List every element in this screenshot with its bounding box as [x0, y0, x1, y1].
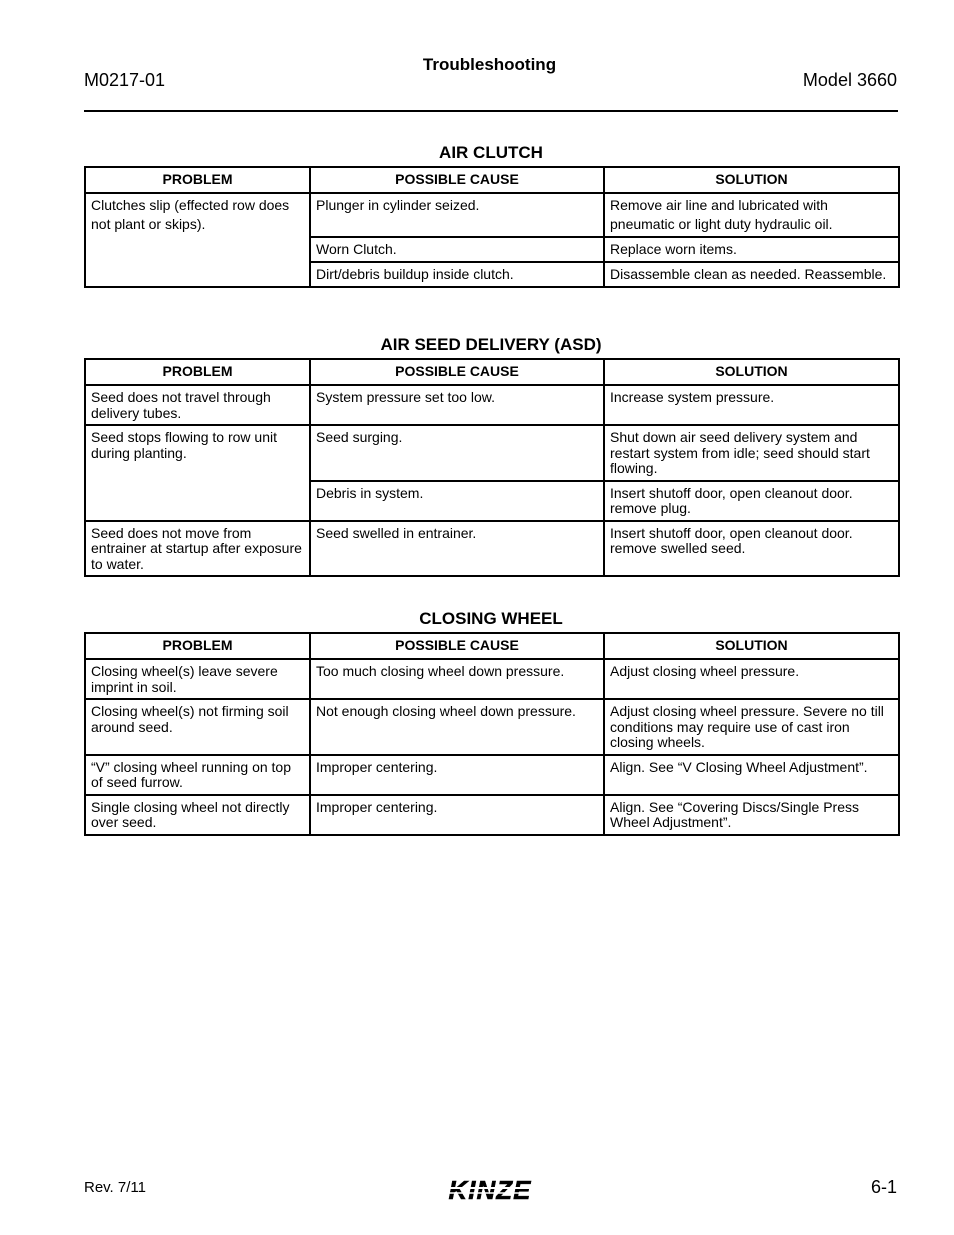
- solution-cell: Insert shutoff door, open cleanout door. remove swelled seed.: [604, 521, 899, 577]
- header-rule: [84, 110, 898, 112]
- closing-wheel-section: [84, 608, 898, 836]
- air-clutch-table: [84, 166, 900, 288]
- solution-cell: Remove air line and lubricated with pneumatic or light duty hydraulic oil.: [604, 193, 899, 237]
- problem-cell: Seed stops flowing to row unit during planting.: [85, 425, 310, 521]
- table-header-row: [85, 167, 899, 193]
- table-header-row: [85, 359, 899, 385]
- problem-cell: Closing wheel(s) leave severe imprint in soil.: [85, 659, 310, 699]
- column-header-problem: PROBLEM: [85, 359, 310, 385]
- doc-number: M0217-01: [84, 70, 166, 90]
- model-label: Model 3660: [802, 70, 897, 90]
- solution-cell: Insert shutoff door, open cleanout door. remove plug.: [604, 481, 899, 521]
- section-title: CLOSING WHEEL: [419, 609, 563, 628]
- problem-cell: Seed does not move from entrainer at startup after exposure to water.: [85, 521, 310, 577]
- table-row: [85, 755, 899, 795]
- cause-cell: Worn Clutch.: [310, 237, 604, 262]
- closing-wheel-table: [84, 632, 900, 836]
- table-header-row: [85, 633, 899, 659]
- logo-text: KINZE: [448, 1175, 532, 1205]
- air-clutch-section: [84, 142, 898, 288]
- cause-cell: Plunger in cylinder seized.: [310, 193, 604, 237]
- solution-cell: Adjust closing wheel pressure.: [604, 659, 899, 699]
- table-row: [85, 521, 899, 577]
- solution-cell: Shut down air seed delivery system and restart system from idle; seed should start flowing.: [604, 425, 899, 481]
- column-header-cause: POSSIBLE CAUSE: [310, 359, 604, 385]
- problem-cell: “V” closing wheel running on top of seed furrow.: [85, 755, 310, 795]
- cause-cell: Seed swelled in entrainer.: [310, 521, 604, 577]
- cause-cell: Debris in system.: [310, 481, 604, 521]
- revision-label: Rev. 7/11: [84, 1179, 146, 1196]
- page-number: 6-1: [870, 1177, 897, 1197]
- cause-cell: Improper centering.: [310, 755, 604, 795]
- column-header-solution: SOLUTION: [604, 633, 899, 659]
- section-title: AIR SEED DELIVERY (ASD): [380, 335, 602, 354]
- cause-cell: System pressure set too low.: [310, 385, 604, 425]
- section-title: AIR CLUTCH: [439, 143, 543, 162]
- table-row: [85, 659, 899, 699]
- table-row: [85, 385, 899, 425]
- cause-cell: Seed surging.: [310, 425, 604, 481]
- column-header-solution: SOLUTION: [604, 167, 899, 193]
- problem-cell: Closing wheel(s) not firming soil around seed.: [85, 699, 310, 755]
- problem-cell: Seed does not travel through delivery tubes.: [85, 385, 310, 425]
- column-header-problem: PROBLEM: [85, 167, 310, 193]
- solution-cell: Align. See “V Closing Wheel Adjustment”.: [604, 755, 899, 795]
- solution-cell: Disassemble clean as needed. Reassemble.: [604, 262, 899, 287]
- asd-table: [84, 358, 900, 577]
- table-row: [85, 699, 899, 755]
- column-header-cause: POSSIBLE CAUSE: [310, 167, 604, 193]
- problem-cell: Single closing wheel not directly over seed.: [85, 795, 310, 835]
- solution-cell: Adjust closing wheel pressure. Severe no till conditions may require use of cast iron closing wheels.: [604, 699, 899, 755]
- column-header-problem: PROBLEM: [85, 633, 310, 659]
- cause-cell: Not enough closing wheel down pressure.: [310, 699, 604, 755]
- table-row: [85, 795, 899, 835]
- cause-cell: Too much closing wheel down pressure.: [310, 659, 604, 699]
- problem-cell: Clutches slip (effected row does not plant or skips).: [85, 193, 310, 287]
- table-row: [85, 425, 899, 481]
- solution-cell: Align. See “Covering Discs/Single Press Wheel Adjustment”.: [604, 795, 899, 835]
- table-row: [85, 193, 899, 237]
- chapter-title: Troubleshooting: [422, 55, 557, 74]
- column-header-solution: SOLUTION: [604, 359, 899, 385]
- cause-cell: Dirt/debris buildup inside clutch.: [310, 262, 604, 287]
- kinze-logo: [430, 1175, 550, 1205]
- solution-cell: Increase system pressure.: [604, 385, 899, 425]
- column-header-cause: POSSIBLE CAUSE: [310, 633, 604, 659]
- cause-cell: Improper centering.: [310, 795, 604, 835]
- solution-cell: Replace worn items.: [604, 237, 899, 262]
- asd-section: [84, 334, 898, 577]
